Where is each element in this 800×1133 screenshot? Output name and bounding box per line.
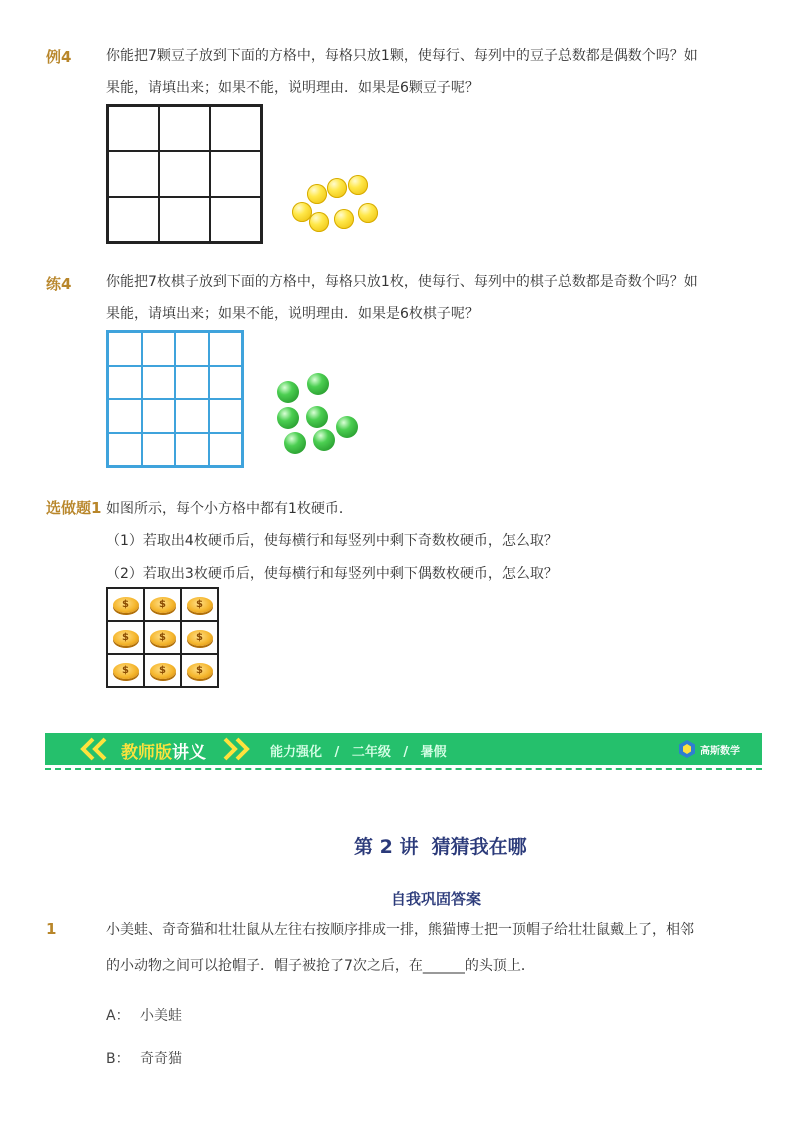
coin-icon: $ — [150, 630, 176, 646]
optional-1-question-2: （2）若取出3枚硬币后，使每横行和每竖列中剩下偶数枚硬币，怎么取？ — [106, 566, 558, 582]
coin-icon: $ — [113, 630, 139, 646]
lecture-title: 第 2 讲 猜猜我在哪 — [354, 836, 527, 858]
grid-cell — [210, 106, 261, 151]
grid-cell — [142, 366, 176, 400]
grid-cell — [210, 151, 261, 196]
grid-cell — [175, 399, 209, 433]
grid-cell — [108, 433, 142, 467]
grid-cell — [108, 151, 159, 196]
grid-cell — [181, 621, 218, 654]
question-text-line1: 小美蛙、奇奇猫和壮壮鼠从左往右按顺序排成一排，熊猫博士把一顶帽子给壮壮鼠戴上了，相邻 — [106, 922, 694, 938]
banner-title-suffix: 讲义 — [172, 743, 206, 763]
optional-1-intro: 如图所示，每个小方格中都有1枚硬币． — [106, 501, 353, 517]
stone — [313, 429, 335, 451]
coin-icon: $ — [113, 663, 139, 679]
coin-grid — [106, 587, 219, 688]
example-4-text-line2: 果能，请填出来；如果不能，说明理由．如果是6颗豆子呢？ — [106, 80, 479, 96]
section-banner — [45, 733, 762, 765]
grid-cell — [210, 197, 261, 242]
bean — [348, 175, 368, 195]
practice-4-text-line2: 果能，请填出来；如果不能，说明理由．如果是6枚棋子呢？ — [106, 306, 479, 322]
grid-cell — [142, 399, 176, 433]
stone — [277, 381, 299, 403]
grid-cell — [159, 151, 210, 196]
stone — [284, 432, 306, 454]
grid-cell — [144, 654, 181, 687]
bean-grid — [106, 104, 263, 244]
option-b[interactable] — [106, 1048, 182, 1068]
option-a[interactable] — [106, 1005, 182, 1025]
crumb-season: 暑假 — [420, 745, 447, 760]
example-4-label: 例4 — [46, 48, 72, 66]
stone-grid — [106, 330, 244, 468]
grid-cell — [108, 106, 159, 151]
example-4-text-line1: 你能把7颗豆子放到下面的方格中，每格只放1颗，使每行、每列中的豆子总数都是偶数个吗？如 — [106, 48, 698, 64]
double-chevron-right-icon — [219, 737, 253, 761]
banner-title-main: 教师版 — [121, 743, 172, 763]
grid-cell — [181, 588, 218, 621]
bean — [309, 212, 329, 232]
option-b-text: 奇奇猫 — [140, 1051, 183, 1067]
grid-cell — [107, 588, 144, 621]
banner-title — [121, 738, 206, 763]
question-text-line2: 的小动物之间可以抢帽子．帽子被抢了7次之后，在______的头顶上． — [106, 958, 535, 974]
gauss-logo-icon — [677, 739, 697, 759]
stone — [336, 416, 358, 438]
optional-1-question-1: （1）若取出4枚硬币后，使每横行和每竖列中剩下奇数枚硬币，怎么取？ — [106, 533, 558, 549]
brand-name: 高斯数学 — [700, 745, 740, 757]
bean — [307, 184, 327, 204]
grid-cell — [175, 366, 209, 400]
grid-cell — [209, 332, 243, 366]
bean — [334, 209, 354, 229]
practice-4-label: 练4 — [46, 275, 72, 293]
option-a-text: 小美蛙 — [140, 1008, 183, 1024]
coin-icon: $ — [187, 630, 213, 646]
grid-cell — [209, 366, 243, 400]
bean — [327, 178, 347, 198]
coin-icon: $ — [150, 597, 176, 613]
banner-breadcrumb — [270, 741, 447, 760]
grid-cell — [181, 654, 218, 687]
grid-cell — [108, 332, 142, 366]
stone — [307, 373, 329, 395]
option-b-key: B： — [106, 1051, 130, 1067]
lecture-subtitle: 自我巩固答案 — [391, 890, 482, 908]
grid-cell — [142, 433, 176, 467]
grid-cell — [108, 366, 142, 400]
grid-cell — [108, 197, 159, 242]
crumb-ability: 能力强化 — [270, 745, 323, 760]
optional-1-label: 选做题1 — [46, 499, 102, 517]
grid-cell — [144, 621, 181, 654]
brand-logo — [677, 739, 740, 759]
crumb-separator: / — [403, 745, 409, 760]
double-chevron-left-icon — [79, 737, 113, 761]
grid-cell — [159, 197, 210, 242]
grid-cell — [142, 332, 176, 366]
grid-cell — [175, 433, 209, 467]
question-number: 1 — [46, 920, 57, 938]
practice-4-text-line1: 你能把7枚棋子放到下面的方格中，每格只放1枚，使每行、每列中的棋子总数都是奇数个吗？如 — [106, 274, 698, 290]
grid-cell — [107, 621, 144, 654]
grid-cell — [107, 654, 144, 687]
stone — [277, 407, 299, 429]
coin-icon: $ — [187, 597, 213, 613]
grid-cell — [209, 433, 243, 467]
coin-icon: $ — [113, 597, 139, 613]
option-a-key: A： — [106, 1008, 130, 1024]
coin-icon: $ — [150, 663, 176, 679]
grid-cell — [108, 399, 142, 433]
grid-cell — [209, 399, 243, 433]
coin-icon: $ — [187, 663, 213, 679]
banner-dashed-divider — [45, 768, 762, 770]
crumb-separator: / — [334, 745, 340, 760]
grid-cell — [175, 332, 209, 366]
stone — [306, 406, 328, 428]
crumb-grade: 二年级 — [351, 745, 391, 760]
grid-cell — [144, 588, 181, 621]
bean — [358, 203, 378, 223]
grid-cell — [159, 106, 210, 151]
